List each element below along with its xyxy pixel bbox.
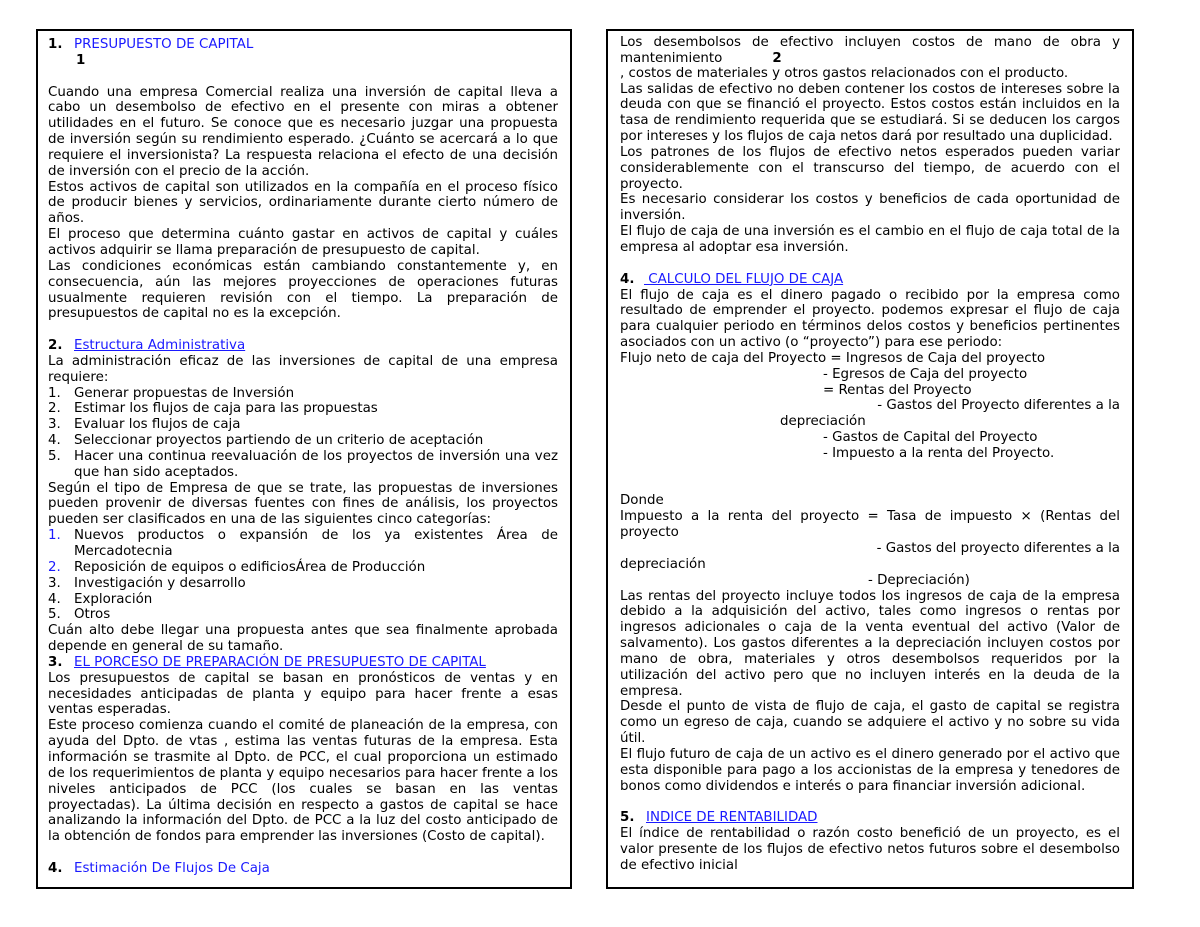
section-number: 3. — [48, 654, 63, 670]
paragraph: El proceso que determina cuánto gastar en activos de capital y cuáles activos adquirir se llama preparación de presupuesto de capital. — [48, 227, 558, 258]
list-item: 1. Generar propuestas de Inversión — [48, 385, 295, 401]
list-item: 2. Reposición de equipos o edificiosÁrea de Producción — [48, 559, 426, 575]
list-item: 4. Exploración — [48, 591, 153, 607]
paragraph: El flujo de caja es el dinero pagado o recibido por la empresa como resultado de emprender el proyecto. podemos expresar el flujo de caja para cualquier periodo en términos delos costos y beneficios pertinentes asociados con un activo (o “proyecto”) para ese periodo: — [620, 287, 1120, 351]
list-item: 5. Hacer una continua reevaluación de los proyectos de inversión una vez que han sido aceptados. — [48, 448, 558, 480]
list-item: 3. Investigación y desarrollo — [48, 575, 246, 591]
paragraph: Las rentas del proyecto incluye todos los ingresos de caja de la empresa debido a la adquisición del activo, tales como ingresos o rentas por ingresos adicionales o caja de la venta eventual del activo (Valor de salvamento). Los gastos diferentes a la depreciación incluyen costos por mano de obra, materiales y otros desembolsos requeridos por la utilización del activo pero que no incluyen interés en la deuda de la empresa. — [620, 588, 1120, 699]
paragraph: Desde el punto de vista de flujo de caja, el gasto de capital se registra como un egreso de caja, cuando se adquiere el activo y no sobre su vida útil. — [620, 699, 1120, 747]
right-page-panel — [606, 29, 1134, 889]
paragraph: Los desembolsos de efectivo incluyen costos de mano de obra y mantenimiento 2 — [620, 35, 1120, 66]
section-number: 1. — [48, 37, 63, 52]
paragraph: La administración eficaz de las inversiones de capital de una empresa requiere: — [48, 353, 558, 385]
section-title: EL PORCESO DE PREPARACIÓN DE PRESUPUESTO DE CAPITAL — [74, 654, 486, 670]
section-5-heading — [620, 810, 1120, 826]
formula-line: Flujo neto de caja del Proyecto = Ingresos de Caja del proyecto — [620, 350, 1046, 366]
paragraph: , costos de materiales y otros gastos relacionados con el producto. — [620, 65, 1069, 81]
section-title: Estimación De Flujos De Caja — [74, 860, 270, 876]
list-item: 4. Seleccionar proyectos partiendo de un criterio de aceptación — [48, 433, 484, 449]
page-number: 1 — [76, 52, 86, 68]
section-title: INDICE DE RENTABILIDAD — [646, 810, 818, 826]
paragraph: El índice de rentabilidad o razón costo benefició de un proyecto, es el valor presente de los flujos de efectivo netos futuros sobre el desembolso de efectivo inicial — [620, 826, 1120, 873]
paragraph: Este proceso comienza cuando el comité de planeación de la empresa, con ayuda del Dpto. de vtas , estima las ventas futuras de la empresa. Esta información se trasmite al Dpto. de PCC, el cual proporciona un estimado de los requerimientos de planta y equipo necesarios para hacer frente a los niveles anticipados de PCC (los cuales se basan en las ventas proyectadas). La última decisión en respecto a gastos de capital se hace analizando la información del Dpto. de PCC a la luz del costo anticipado de la obtención de fondos para emprender las inversiones (Costo de capital). — [48, 718, 558, 845]
section-4-heading — [620, 272, 1120, 288]
section-number: 5. — [620, 810, 635, 826]
section-2-heading — [48, 338, 558, 354]
section-title: PRESUPUESTO DE CAPITAL — [74, 37, 254, 52]
formula-line: - Depreciación) — [868, 572, 970, 588]
paragraph: Cuando una empresa Comercial realiza una inversión de capital lleva a cabo un desembolso de efectivo en el presente con miras a obtener utilidades en el futuro. Se conoce que es necesario juzgar una propuesta de inversión según su rendimiento esperado. ¿Cuánto se acercará a lo que requiere el inversionista? La respuesta relaciona el efecto de una decisión de inversión con el precio de la acción. — [48, 84, 558, 179]
paragraph: Es necesario considerar los costos y beneficios de cada oportunidad de inversión. — [620, 192, 1120, 224]
section-number: 4. — [620, 271, 635, 287]
donde-label: Donde — [620, 493, 664, 509]
section-number: 4. — [48, 860, 63, 876]
formula-line: - Gastos del proyecto diferentes a la — [876, 541, 1120, 556]
requirements-list — [48, 386, 558, 481]
paragraph: Los presupuestos de capital se basan en pronósticos de ventas y en necesidades anticipadas de planta y equipo para hacer frente a esas ventas esperadas. — [48, 670, 558, 718]
formula-line: depreciación — [780, 414, 866, 430]
paragraph: Estos activos de capital son utilizados en la compañía en el proceso físico de producir bienes y servicios, ordinariamente durante cierto número de años. — [48, 179, 558, 227]
formula-line: - Egresos de Caja del proyecto — [823, 366, 1028, 382]
section-1-heading — [48, 37, 558, 53]
section-number: 2. — [48, 338, 63, 354]
formula-line: = Rentas del Proyecto — [823, 382, 972, 398]
paragraph: Cuán alto debe llegar una propuesta antes que sea finalmente aprobada depende en general de su tamaño. — [48, 623, 558, 655]
categories-list — [48, 528, 558, 623]
formula-line: depreciación — [620, 556, 706, 572]
formula-line: - Gastos del Proyecto diferentes a la — [877, 398, 1120, 414]
paragraph: Según el tipo de Empresa de que se trate, las propuestas de inversiones pueden provenir de diversas fuentes con fines de análisis, los proyectos pueden ser clasificados en una de las siguientes cinco categorías: — [48, 480, 558, 528]
paragraph: Las salidas de efectivo no deben contener los costos de intereses sobre la deuda con que se financió el proyecto. Estos costos están incluidos en la tasa de rendimiento requerida que se estudiará. Si se deducen los cargos por intereses y los flujos de caja netos dará por resultado una duplicidad. — [620, 81, 1120, 145]
left-page-panel — [36, 29, 572, 889]
paragraph: Las condiciones económicas están cambiando constantemente y, en consecuencia, aún las mejores proyecciones de operaciones futuras usualmente requieren revisión con el tiempo. La preparación de presupuestos de capital no es la excepción. — [48, 258, 558, 322]
paragraph: El flujo de caja de una inversión es el cambio en el flujo de caja total de la empresa al adoptar esa inversión. — [620, 224, 1120, 255]
formula-line: Impuesto a la renta del proyecto = Tasa de impuesto × (Rentas del proyecto — [620, 509, 1120, 541]
list-item: 1. Nuevos productos o expansión de los ya existentes Área de Mercadotecnia — [48, 528, 558, 559]
list-item: 2. Estimar los flujos de caja para las propuestas — [48, 401, 378, 417]
paragraph: El flujo futuro de caja de un activo es el dinero generado por el activo que esta disponible para pago a los accionistas de la empresa y tenedores de bonos como dividendos e interés o para financiar inversión adicional. — [620, 746, 1120, 794]
formula-line: - Gastos de Capital del Proyecto — [823, 430, 1038, 446]
section-4-heading — [48, 861, 558, 877]
page-number: 2 — [772, 50, 782, 66]
list-item: 3. Evaluar los flujos de caja — [48, 417, 241, 433]
list-item: 5. Otros — [48, 607, 111, 623]
section-3-heading — [48, 655, 558, 671]
section-title: CALCULO DEL FLUJO DE CAJA — [644, 271, 844, 287]
formula-line: - Impuesto a la renta del Proyecto. — [823, 445, 1055, 461]
paragraph: Los patrones de los flujos de efectivo netos esperados pueden variar considerablemente con el transcurso del tiempo, de acuerdo con el proyecto. — [620, 144, 1120, 192]
section-title: Estructura Administrativa — [74, 338, 246, 354]
